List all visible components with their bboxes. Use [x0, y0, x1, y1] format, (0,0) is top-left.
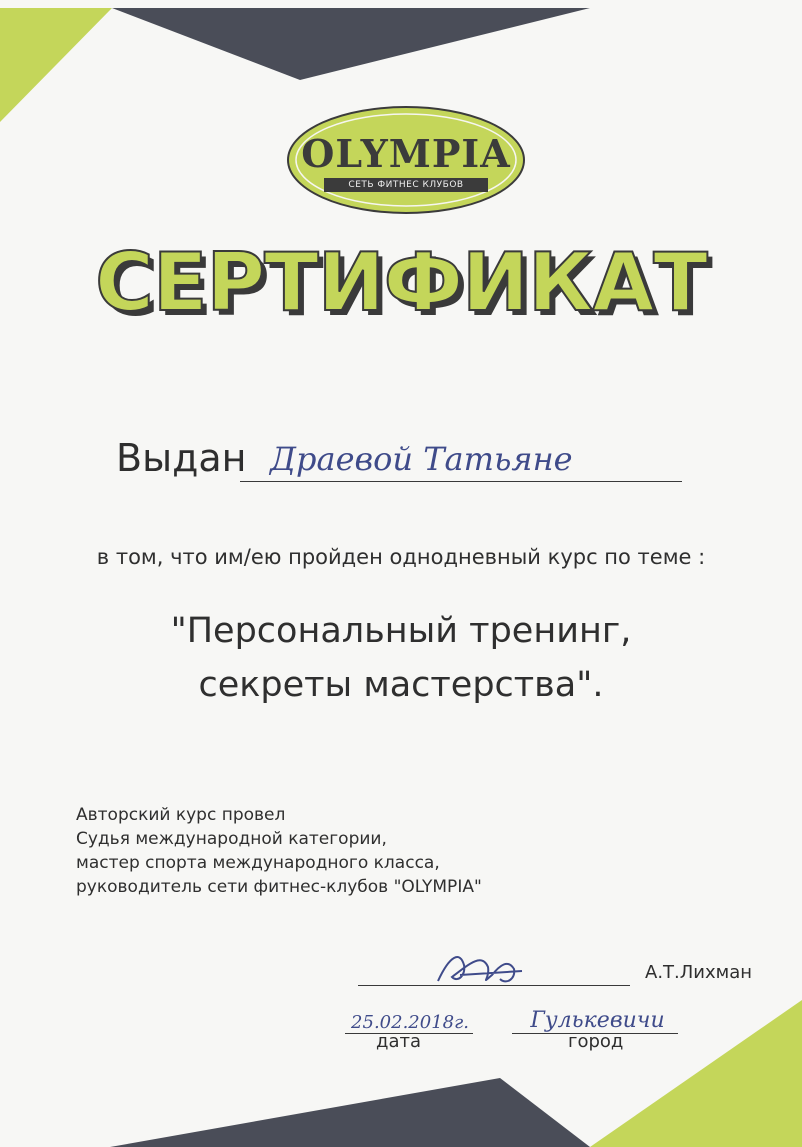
date-label: дата: [376, 1031, 421, 1052]
author-line: Судья международной категории,: [76, 829, 387, 849]
date-handwritten: 25.02.2018г.: [351, 1012, 469, 1033]
signature-line: [358, 985, 630, 986]
city-handwritten: Гулькевичи: [530, 1008, 665, 1033]
author-block: [76, 803, 482, 899]
signer-name: А.Т.Лихман: [645, 962, 753, 983]
recipient-name-handwritten: Драевой Татьяне: [270, 440, 573, 478]
author-line: руководитель сети фитнес-клубов "OLYMPIA": [76, 877, 482, 897]
bottom-gray-band: [110, 1078, 590, 1147]
city-label: город: [568, 1031, 624, 1052]
author-line: мастер спорта международного класса,: [76, 853, 440, 873]
certificate-title: СЕРТИФИКАТ: [95, 236, 707, 329]
course-title: [0, 604, 802, 712]
course-title-line2: секреты мастерства".: [198, 665, 604, 705]
issued-label: Выдан: [116, 436, 247, 480]
logo-subtitle: СЕТЬ ФИТНЕС КЛУБОВ: [324, 178, 488, 192]
issued-underline: [240, 481, 682, 482]
olympia-logo: [286, 105, 526, 215]
course-title-line1: "Персональный тренинг,: [170, 611, 632, 651]
author-line: Авторский курс провел: [76, 805, 286, 825]
logo-brand-text: OLYMPIA: [301, 131, 511, 176]
course-intro: в том, что им/ею пройден однодневный курс по теме :: [96, 545, 706, 569]
handwritten-signature: [430, 945, 530, 995]
